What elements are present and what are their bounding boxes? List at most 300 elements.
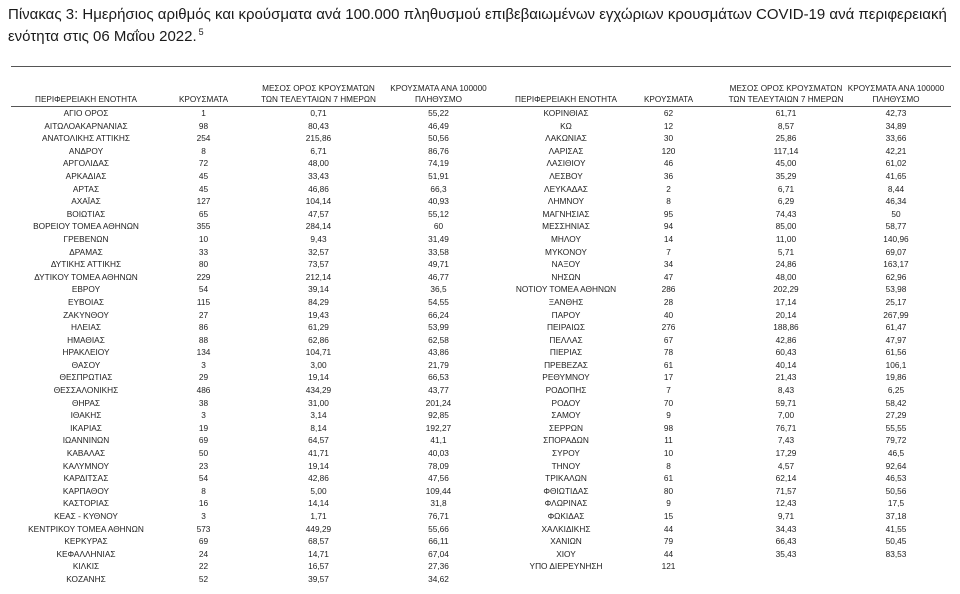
table-row <box>491 548 951 561</box>
avg7-cell: 64,57 <box>308 435 329 446</box>
table-row <box>11 334 491 347</box>
per100k-cell: 46,5 <box>887 448 905 459</box>
header-region-right: ΠΕΡΙΦΕΡΕΙΑΚΗ ΕΝΟΤΗΤΑ <box>515 95 617 104</box>
avg7-cell: 71,57 <box>775 485 797 496</box>
avg7-cell: 104,71 <box>305 347 332 358</box>
avg7-cell: 17,29 <box>775 448 797 459</box>
per100k-cell: 41,65 <box>885 170 907 181</box>
avg7-cell: 8,43 <box>777 385 795 396</box>
avg7-cell: 188,86 <box>773 322 799 333</box>
cases-cell: 8 <box>201 145 206 156</box>
header-per100k: ΚΡΟΥΣΜΑΤΑ ΑΝΑ 100000 ΠΛΗΘΥΣΜΟ <box>390 84 487 104</box>
table-row <box>491 422 951 435</box>
region-cell: ΦΛΩΡΙΝΑΣ <box>544 498 588 509</box>
per100k-cell: 50,56 <box>885 485 907 496</box>
table-row <box>11 170 491 183</box>
table-row <box>491 170 951 183</box>
header-per100k-right: ΚΡΟΥΣΜΑΤΑ ΑΝΑ 100000 ΠΛΗΘΥΣΜΟ <box>847 84 945 104</box>
region-cell: ΚΑΒΑΛΑΣ <box>66 448 106 459</box>
per100k-cell: 192,27 <box>425 422 452 433</box>
per100k-cell: 50,56 <box>428 133 449 144</box>
table-row <box>491 208 951 221</box>
table-row <box>11 409 491 422</box>
footnote-marker: 5 <box>198 27 204 37</box>
per100k-cell: 46,34 <box>885 196 907 207</box>
cases-cell: 88 <box>198 334 209 345</box>
region-cell: ΤΗΝΟΥ <box>551 460 581 471</box>
cases-cell: 44 <box>663 548 674 559</box>
cases-cell: 65 <box>198 208 209 219</box>
cases-cell: 8 <box>201 485 206 496</box>
table-row <box>11 535 491 548</box>
per100k-cell: 92,64 <box>885 460 907 471</box>
avg7-cell: 40,14 <box>775 359 797 370</box>
region-cell: ΛΑΚΩΝΙΑΣ <box>545 133 587 144</box>
table-row <box>491 132 951 145</box>
avg7-cell: 25,86 <box>775 133 797 144</box>
avg7-cell: 80,43 <box>308 120 329 131</box>
table-row <box>11 309 491 322</box>
per100k-cell: 109,44 <box>425 485 452 496</box>
cases-cell: 86 <box>198 322 209 333</box>
per100k-cell: 33,58 <box>428 246 449 257</box>
avg7-cell: 5,71 <box>777 246 795 257</box>
per100k-cell: 27,29 <box>885 410 907 421</box>
table-row <box>11 271 491 284</box>
region-cell: ΧΑΛΚΙΔΙΚΗΣ <box>541 523 591 534</box>
table-row <box>491 485 951 498</box>
table-row <box>491 258 951 271</box>
region-cell: ΣΠΟΡΑΔΩΝ <box>543 435 589 446</box>
cases-cell: 120 <box>661 145 676 156</box>
table-row <box>491 321 951 334</box>
per100k-cell: 17,5 <box>887 498 905 509</box>
per100k-cell: 21,79 <box>428 359 449 370</box>
header-avg7-right: ΜΕΣΟΣ ΟΡΟΣ ΚΡΟΥΣΜΑΤΩΝ ΤΩΝ ΤΕΛΕΥΤΑΙΩΝ 7 ΗΜΕΡΩΝ <box>728 84 844 104</box>
table-row <box>491 107 951 120</box>
cases-cell: 17 <box>663 372 674 383</box>
cases-cell: 10 <box>198 233 209 244</box>
per100k-cell: 40,03 <box>428 448 449 459</box>
cases-cell: 115 <box>196 296 211 307</box>
per100k-cell: 34,89 <box>885 120 907 131</box>
cases-cell: 45 <box>198 170 209 181</box>
region-cell: ΠΕΛΛΑΣ <box>549 334 583 345</box>
region-cell: ΑΝΔΡΟΥ <box>68 145 104 156</box>
table-row <box>491 296 951 309</box>
per100k-cell: 37,18 <box>885 511 907 521</box>
avg7-cell: 104,14 <box>305 196 332 207</box>
region-cell: ΛΕΥΚΑΔΑΣ <box>544 183 588 194</box>
table-row <box>11 510 491 523</box>
cases-cell: 12 <box>663 120 674 131</box>
cases-cell: 3 <box>201 410 206 421</box>
avg7-cell: 59,71 <box>775 397 797 408</box>
table-row <box>11 434 491 447</box>
region-cell: ΚΩ <box>560 120 572 131</box>
per100k-cell: 67,04 <box>428 548 449 559</box>
cases-cell: 79 <box>663 536 674 547</box>
cases-cell: 9 <box>666 498 671 509</box>
table-row <box>491 560 951 573</box>
header-cases-right: ΚΡΟΥΣΜΑΤΑ <box>643 95 694 104</box>
avg7-cell: 8,14 <box>310 422 327 433</box>
cases-cell: 2 <box>666 183 671 194</box>
cases-cell: 61 <box>663 359 674 370</box>
per100k-cell: 8,44 <box>887 183 905 194</box>
cases-cell: 8 <box>666 460 671 471</box>
avg7-cell: 5,00 <box>310 485 327 496</box>
table-row <box>11 422 491 435</box>
table-row <box>11 283 491 296</box>
region-cell: ΥΠΟ ΔΙΕΡΕΥΝΗΣΗ <box>529 561 603 572</box>
table-row <box>11 132 491 145</box>
header-region: ΠΕΡΙΦΕΡΕΙΑΚΗ ΕΝΟΤΗΤΑ <box>35 95 137 104</box>
cases-cell: 28 <box>663 296 674 307</box>
per100k-cell: 61,47 <box>885 322 907 333</box>
per100k-cell: 66,53 <box>428 372 449 383</box>
per100k-cell: 106,1 <box>885 359 907 370</box>
region-cell: ΗΜΑΘΙΑΣ <box>67 334 105 345</box>
cases-cell: 38 <box>198 397 209 408</box>
cases-cell: 72 <box>198 158 209 169</box>
table-row <box>491 120 951 133</box>
cases-cell: 33 <box>198 246 209 257</box>
region-cell: ΑΡΓΟΛΙΔΑΣ <box>63 158 109 169</box>
region-cell: ΡΟΔΟΥ <box>551 397 581 408</box>
table-row <box>11 485 491 498</box>
cases-cell: 46 <box>663 158 674 169</box>
table-row <box>491 397 951 410</box>
table-row <box>491 334 951 347</box>
region-cell: ΛΗΜΝΟΥ <box>547 196 585 207</box>
per100k-cell: 34,62 <box>428 573 449 584</box>
cases-cell: 61 <box>663 473 674 484</box>
cases-cell: 15 <box>663 511 674 521</box>
table-row <box>491 157 951 170</box>
region-cell: ΣΥΡΟΥ <box>552 448 580 459</box>
per100k-cell: 66,3 <box>430 183 447 194</box>
table-row <box>491 233 951 246</box>
per100k-cell: 27,36 <box>428 561 449 572</box>
cases-cell: 16 <box>198 498 209 509</box>
cases-cell: 276 <box>661 322 676 333</box>
avg7-cell: 19,43 <box>308 309 329 320</box>
table-row <box>491 460 951 473</box>
table-row <box>491 183 951 196</box>
cases-cell: 70 <box>663 397 674 408</box>
avg7-cell: 41,71 <box>308 448 329 459</box>
per100k-cell: 58,77 <box>885 221 907 232</box>
region-cell: ΕΥΒΟΙΑΣ <box>67 296 105 307</box>
per100k-cell: 41,55 <box>885 523 907 534</box>
table-row <box>11 573 491 586</box>
table-row <box>491 309 951 322</box>
avg7-cell: 35,29 <box>775 170 797 181</box>
cases-cell: 52 <box>198 573 209 584</box>
region-cell: ΛΕΣΒΟΥ <box>549 170 583 181</box>
avg7-cell: 62,14 <box>775 473 797 484</box>
region-cell: ΘΗΡΑΣ <box>71 397 101 408</box>
table-row <box>11 460 491 473</box>
cases-cell: 69 <box>198 536 209 547</box>
cases-cell: 62 <box>663 108 674 118</box>
cases-cell: 121 <box>661 561 676 572</box>
table-row <box>11 384 491 397</box>
cases-cell: 573 <box>196 523 211 534</box>
cases-cell: 8 <box>666 196 671 207</box>
per100k-cell: 163,17 <box>883 259 909 270</box>
avg7-cell: 66,43 <box>775 536 797 547</box>
cases-cell: 98 <box>663 422 674 433</box>
table-row <box>491 359 951 372</box>
region-cell: ΚΙΛΚΙΣ <box>72 561 100 572</box>
table-row <box>491 220 951 233</box>
cases-cell: 98 <box>198 120 209 131</box>
table-row <box>491 434 951 447</box>
table-row <box>11 548 491 561</box>
per100k-cell: 92,85 <box>428 410 449 421</box>
per100k-cell: 46,77 <box>428 271 449 282</box>
per100k-cell: 140,96 <box>883 233 909 244</box>
region-cell: ΖΑΚΥΝΘΟΥ <box>63 309 109 320</box>
table-row <box>491 384 951 397</box>
table-row <box>491 497 951 510</box>
avg7-cell: 32,57 <box>308 246 329 257</box>
avg7-cell: 42,86 <box>775 334 797 345</box>
per100k-cell: 66,11 <box>428 536 449 547</box>
table-caption <box>8 4 952 49</box>
cases-cell: 47 <box>663 271 674 282</box>
cases-cell: 355 <box>196 221 211 232</box>
region-cell: ΕΒΡΟΥ <box>71 284 101 295</box>
region-cell: ΘΕΣΠΡΩΤΙΑΣ <box>59 372 113 383</box>
region-cell: ΗΛΕΙΑΣ <box>70 322 102 333</box>
per100k-cell: 47,97 <box>885 334 907 345</box>
region-cell: ΞΑΝΘΗΣ <box>548 296 584 307</box>
region-cell: ΡΕΘΥΜΝΟΥ <box>542 372 590 383</box>
cases-cell: 9 <box>666 410 671 421</box>
table-row <box>11 397 491 410</box>
per100k-cell: 66,24 <box>428 309 449 320</box>
avg7-cell: 39,14 <box>308 284 329 295</box>
avg7-cell: 202,29 <box>773 284 799 295</box>
avg7-cell: 34,43 <box>775 523 797 534</box>
region-cell: ΓΡΕΒΕΝΩΝ <box>63 233 109 244</box>
table-row <box>491 145 951 158</box>
per100k-cell: 6,25 <box>887 385 905 396</box>
region-cell: ΜΑΓΝΗΣΙΑΣ <box>542 208 590 219</box>
region-cell: ΜΕΣΣΗΝΙΑΣ <box>542 221 590 232</box>
per100k-cell: 36,5 <box>430 284 447 295</box>
table-row <box>11 107 491 120</box>
table-row <box>11 321 491 334</box>
per100k-cell: 46,53 <box>885 473 907 484</box>
avg7-cell: 1,71 <box>310 511 327 521</box>
table-row <box>491 246 951 259</box>
table-row <box>11 246 491 259</box>
avg7-cell: 42,86 <box>308 473 329 484</box>
table-row <box>491 409 951 422</box>
table-row <box>491 523 951 536</box>
cases-cell: 14 <box>663 233 674 244</box>
cases-cell: 254 <box>196 133 211 144</box>
avg7-cell: 7,00 <box>777 410 795 421</box>
region-cell: ΝΗΣΩΝ <box>551 271 581 282</box>
region-cell: ΗΡΑΚΛΕΙΟΥ <box>62 347 110 358</box>
cases-cell: 29 <box>198 372 209 383</box>
cases-cell: 134 <box>196 347 211 358</box>
region-cell: ΑΙΤΩΛΟΑΚΑΡΝΑΝΙΑΣ <box>44 120 128 131</box>
region-cell: ΠΕΙΡΑΙΩΣ <box>547 322 585 333</box>
region-cell: ΑΧΑΪΑΣ <box>71 196 101 207</box>
region-cell: ΡΟΔΟΠΗΣ <box>545 385 587 396</box>
header-avg7: ΜΕΣΟΣ ΟΡΟΣ ΚΡΟΥΣΜΑΤΩΝ ΤΩΝ ΤΕΛΕΥΤΑΙΩΝ 7 ΗΜΕΡΩΝ <box>261 84 376 104</box>
avg7-cell: 61,29 <box>308 322 329 333</box>
avg7-cell: 39,57 <box>308 573 329 584</box>
caption-text: Πίνακας 3: Ημερήσιος αριθμός και κρούσματα ανά 100.000 πληθυσμού επιβεβαιωμένων εγχώριων κρουσμάτων COVID-19 ανά περιφερειακή ενότητα στις 06 Μαΐου 2022. <box>8 6 947 45</box>
left-rows <box>11 107 491 586</box>
per100k-cell: 41,1 <box>430 435 447 446</box>
table-row <box>491 447 951 460</box>
header-cases: ΚΡΟΥΣΜΑΤΑ <box>178 95 229 104</box>
table-row <box>11 258 491 271</box>
region-cell: ΙΘΑΚΗΣ <box>70 410 102 421</box>
cases-cell: 19 <box>198 422 209 433</box>
region-cell: ΚΑΡΔΙΤΣΑΣ <box>63 473 109 484</box>
avg7-cell: 6,29 <box>777 196 795 207</box>
cases-cell: 7 <box>666 246 671 257</box>
cases-cell: 23 <box>198 460 209 471</box>
table-row <box>11 523 491 536</box>
region-cell: ΦΘΙΩΤΙΔΑΣ <box>543 485 589 496</box>
avg7-cell: 60,43 <box>775 347 797 358</box>
per100k-cell: 76,71 <box>428 511 449 521</box>
table-row <box>491 535 951 548</box>
table-row <box>11 296 491 309</box>
table-row <box>491 371 951 384</box>
cases-cell: 44 <box>663 523 674 534</box>
cases-cell: 127 <box>196 196 211 207</box>
cases-cell: 1 <box>201 108 206 118</box>
avg7-cell: 16,57 <box>308 561 329 572</box>
per100k-cell: 55,12 <box>428 208 449 219</box>
avg7-cell: 24,86 <box>775 259 797 270</box>
region-cell: ΣΕΡΡΩΝ <box>549 422 583 433</box>
per100k-cell: 60 <box>433 221 444 232</box>
avg7-cell: 45,00 <box>775 158 797 169</box>
cases-cell: 69 <box>198 435 209 446</box>
per100k-cell: 53,98 <box>885 284 907 295</box>
per100k-cell: 83,53 <box>885 548 907 559</box>
cases-cell: 54 <box>198 473 209 484</box>
avg7-cell: 85,00 <box>775 221 797 232</box>
avg7-cell: 68,57 <box>308 536 329 547</box>
avg7-cell: 84,29 <box>308 296 329 307</box>
per100k-cell: 86,76 <box>428 145 449 156</box>
cases-cell: 67 <box>663 334 674 345</box>
cases-cell: 80 <box>663 485 674 496</box>
right-rows <box>491 107 951 573</box>
per100k-cell: 61,02 <box>885 158 907 169</box>
per100k-cell: 31,49 <box>428 233 449 244</box>
region-cell: ΑΡΚΑΔΙΑΣ <box>65 170 107 181</box>
avg7-cell: 0,71 <box>310 108 327 118</box>
avg7-cell: 434,29 <box>305 385 332 396</box>
region-cell: ΚΕΑΣ - ΚΥΘΝΟΥ <box>54 511 118 521</box>
region-cell: ΑΡΤΑΣ <box>72 183 100 194</box>
region-cell: ΔΥΤΙΚΟΥ ΤΟΜΕΑ ΑΘΗΝΩΝ <box>34 271 138 282</box>
avg7-cell: 284,14 <box>305 221 332 232</box>
avg7-cell: 48,00 <box>775 271 797 282</box>
table-row <box>11 359 491 372</box>
avg7-cell: 19,14 <box>308 372 329 383</box>
region-cell: ΚΕΝΤΡΙΚΟΥ ΤΟΜΕΑ ΑΘΗΝΩΝ <box>28 523 144 534</box>
cases-cell: 45 <box>198 183 209 194</box>
cases-cell: 11 <box>664 435 673 446</box>
table-row <box>11 497 491 510</box>
per100k-cell: 31,8 <box>430 498 447 509</box>
avg7-cell: 4,57 <box>777 460 795 471</box>
avg7-cell: 7,43 <box>777 435 795 446</box>
region-cell: ΚΟΡΙΝΘΙΑΣ <box>543 108 589 118</box>
table-row <box>491 472 951 485</box>
per100k-cell: 49,71 <box>428 259 449 270</box>
region-cell: ΚΑΛΥΜΝΟΥ <box>62 460 110 471</box>
region-cell: ΙΚΑΡΙΑΣ <box>70 422 102 433</box>
region-cell: ΣΑΜΟΥ <box>551 410 581 421</box>
region-cell: ΑΝΑΤΟΛΙΚΗΣ ΑΤΤΙΚΗΣ <box>41 133 131 144</box>
avg7-cell: 62,86 <box>308 334 329 345</box>
table-row <box>11 233 491 246</box>
region-cell: ΒΟΡΕΙΟΥ ΤΟΜΕΑ ΑΘΗΝΩΝ <box>33 221 139 232</box>
per100k-cell: 43,77 <box>428 385 449 396</box>
table-row <box>11 560 491 573</box>
avg7-cell: 31,00 <box>308 397 329 408</box>
region-cell: ΛΑΣΙΘΙΟΥ <box>546 158 586 169</box>
per100k-cell: 46,49 <box>428 120 449 131</box>
region-cell: ΠΙΕΡΙΑΣ <box>549 347 583 358</box>
per100k-cell: 47,56 <box>428 473 449 484</box>
table-top-rule <box>11 66 951 67</box>
region-cell: ΦΩΚΙΔΑΣ <box>547 511 585 521</box>
avg7-cell: 3,14 <box>310 410 327 421</box>
table-row <box>11 371 491 384</box>
region-cell: ΚΕΦΑΛΛΗΝΙΑΣ <box>56 548 116 559</box>
table-row <box>11 120 491 133</box>
cases-cell: 78 <box>663 347 674 358</box>
per100k-cell: 78,09 <box>428 460 449 471</box>
table-row <box>11 195 491 208</box>
per100k-cell: 19,86 <box>885 372 907 383</box>
cases-cell: 34 <box>663 259 674 270</box>
avg7-cell: 449,29 <box>305 523 332 534</box>
avg7-cell: 6,71 <box>310 145 327 156</box>
per100k-cell: 54,55 <box>428 296 449 307</box>
table-row <box>11 145 491 158</box>
avg7-cell: 73,57 <box>308 259 329 270</box>
per100k-cell: 74,19 <box>428 158 449 169</box>
region-cell: ΒΟΙΩΤΙΑΣ <box>66 208 106 219</box>
avg7-cell: 14,71 <box>308 548 329 559</box>
avg7-cell: 17,14 <box>775 296 797 307</box>
cases-cell: 229 <box>196 271 211 282</box>
cases-cell: 3 <box>201 511 206 521</box>
table-row <box>491 283 951 296</box>
avg7-cell: 47,57 <box>308 208 329 219</box>
cases-cell: 24 <box>198 548 209 559</box>
per100k-cell: 267,99 <box>883 309 909 320</box>
